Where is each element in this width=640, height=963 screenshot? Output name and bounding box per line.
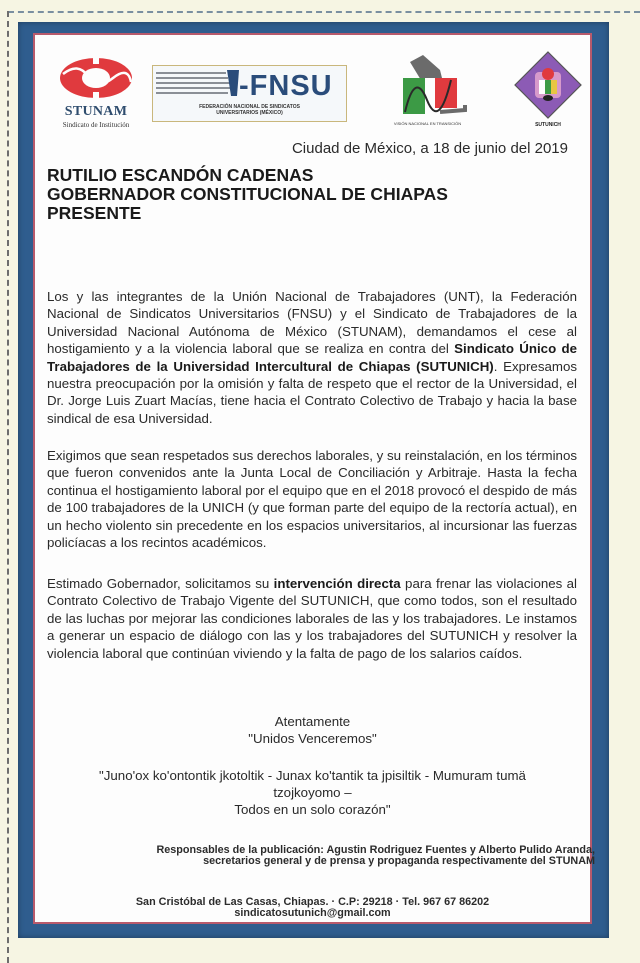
addressee-title: GOBERNADOR CONSTITUCIONAL DE CHIAPAS — [47, 184, 448, 204]
fnsu-stripes-icon — [153, 66, 253, 104]
date-line: Ciudad de México, a 18 de junio del 2019 — [291, 140, 568, 157]
paragraph-1-text-b: . Expresamos nuestra preocupación por la omisión y falta de respeto que el rector de la Universidad, el Dr. Jorge Luis Zuart Macías, tiene hacia el Contrato Colectivo de Trabajo y hacia la base sindical de esa Universidad. — [47, 358, 577, 426]
unt-logo-caption: VISIÓN NACIONAL EN TRANSICIÓN — [393, 121, 462, 126]
contact-email: sindicatosutunich@gmail.com — [234, 907, 391, 919]
paragraph-1-bold: Sindicato Único de Trabajadores de la Universidad Intercultural de Chiapas (SUTUNICH) — [47, 341, 578, 374]
unt-logo — [385, 50, 470, 130]
fnsu-logo — [152, 65, 347, 122]
responsables-line-1: Responsables de la publicación: Agustin Rodriguez Fuentes y Alberto Pulido Aranda, — [156, 844, 595, 856]
responsables-block — [65, 845, 595, 867]
paragraph-3 — [47, 575, 577, 662]
stunam-emblem-icon — [53, 52, 139, 104]
motto-line-1: "Juno'ox ko'ontontik jkotoltik - Junax ko'tantik ta jpisiltik - Mumuram tumä — [99, 768, 526, 783]
sutunich-emblem-icon — [513, 50, 583, 120]
address-line: San Cristóbal de Las Casas, Chiapas. · C.P: 29218 · Tel. 967 67 86202 — [135, 896, 490, 908]
paragraph-1 — [47, 288, 577, 427]
stunam-logo-name: STUNAM — [64, 104, 128, 119]
sutunich-logo — [513, 50, 583, 135]
paragraph-1-text-a: Los y las integrantes de la Unión Nacional de Trabajadores (UNT), la Federación Nacional de Sindicatos Universitarios (FNSU) y el Sindicato de Trabajadores de la Universidad Nacional Autónoma de México (STUNAM), demandamos el cese al hostigamiento y a la violencia laboral que se realiza en contra del — [47, 289, 577, 357]
sutunich-logo-name: SUTUNICH — [535, 122, 561, 128]
closing-atentamente: Atentamente — [274, 714, 351, 729]
closing-block — [35, 713, 590, 747]
fnsu-subtitle-line2: UNIVERSITARIOS (MÉXICO) — [216, 110, 283, 116]
address-block — [35, 897, 590, 919]
paragraph-3-text-b: para frenar las violaciones al Contrato Colectivo de Trabajo Vigente del SUTUNICH, que como todos, son el resultado de las luchas por mejorar las condiciones laborales de las y los trabajadores. Le instamos a generar un espacio de diálogo con las y los trabajadores del SUTUNICH y resolver la violencia laboral que continúan viviendo y la falta de pago de los salarios caídos. — [47, 576, 578, 661]
unt-emblem-icon — [385, 50, 470, 120]
letter-panel — [35, 35, 595, 922]
fnsu-logo-name: -FNSU — [239, 70, 333, 102]
addressee-presente: PRESENTE — [47, 203, 142, 223]
dashed-border-left — [7, 11, 9, 963]
closing-slogan: "Unidos Venceremos" — [248, 731, 377, 746]
motto-block — [35, 767, 590, 818]
motto-line-3: Todos en un solo corazón" — [234, 802, 391, 817]
paragraph-3-text-a: Estimado Gobernador, solicitamos su — [47, 576, 274, 591]
addressee-block — [47, 166, 448, 223]
dashed-border-top — [8, 11, 640, 13]
paragraph-2: Exigimos que sean respetados sus derechos laborales, y su reinstalación, en los términos que fueron convenidos ante la Junta Local de Conciliación y Arbitraje. Hasta la fecha continua el hostigamiento laboral por el equipo que en el 2018 provocó el despido de más de 100 trabajadores de la UNICH (y que forman parte del equipo de la rectoría actual), en un hecho violento sin precedente en los espacios universitarios, al incursionar las fuerzas policíacas a los recintos académicos. — [47, 448, 577, 551]
fnsu-subtitle-line1: FEDERACIÓN NACIONAL DE SINDICATOS — [199, 104, 300, 110]
responsables-line-2: secretarios general y de prensa y propaganda respectivamente del STUNAM — [203, 855, 595, 867]
stunam-logo-subtitle: Sindicato de Institución — [62, 121, 130, 129]
motto-line-2: tzojkoyomo – — [273, 785, 352, 800]
fnsu-logo-subtitle — [157, 104, 342, 116]
stunam-logo — [53, 52, 139, 134]
paragraph-3-bold: intervención directa — [273, 576, 401, 591]
addressee-name: RUTILIO ESCANDÓN CADENAS — [47, 165, 314, 185]
